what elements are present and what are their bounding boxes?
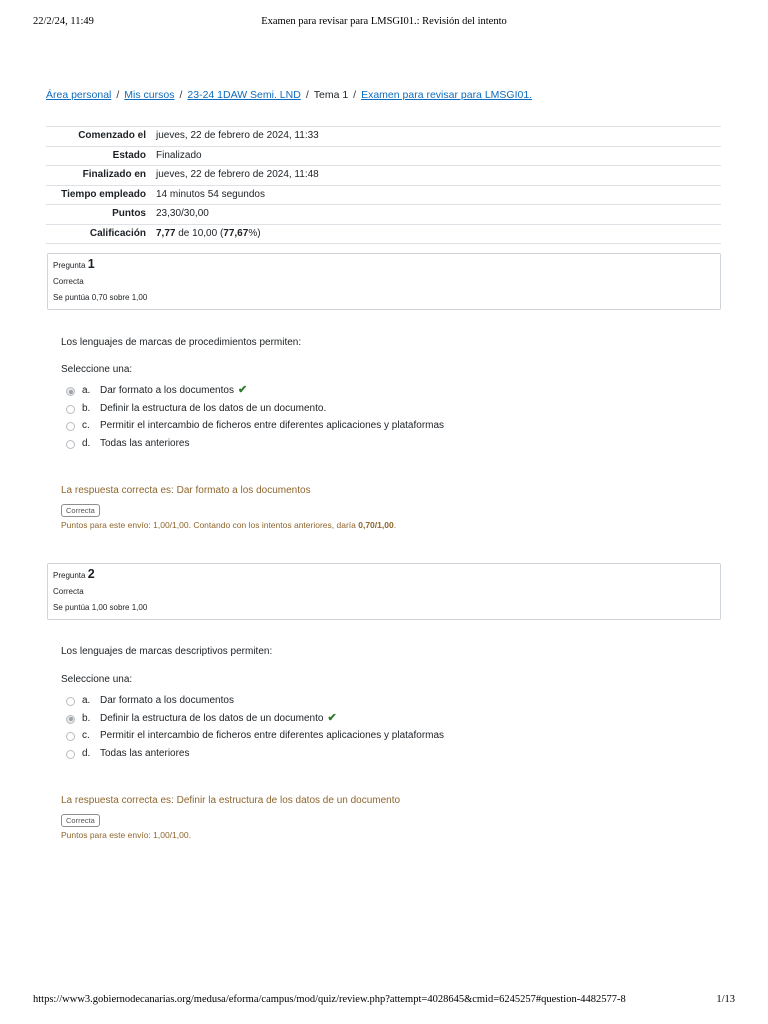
marks-suffix: . [393, 520, 397, 530]
question-state: Correcta [53, 277, 84, 286]
breadcrumb-tema: Tema 1 [313, 89, 349, 101]
question-number: 1 [87, 257, 95, 271]
summary-label: Finalizado en [46, 166, 152, 186]
check-icon: ✔ [327, 711, 337, 724]
radio-icon[interactable] [66, 715, 75, 724]
answer-text-wrap [100, 382, 247, 400]
summary-value: 23,30/30,00 [152, 205, 721, 225]
question-2-info [47, 563, 721, 620]
print-url: https://www3.gobiernodecanarias.org/medusa/eforma/campus/mod/quiz/review.php?attempt=4028645&cmid=6245257#question-4482577-8 [33, 994, 626, 1005]
question-grade: Se puntúa 1,00 sobre 1,00 [53, 603, 148, 612]
answer-letter: d. [82, 747, 91, 759]
marks-info [61, 830, 721, 840]
answer-letter: c. [82, 420, 90, 431]
summary-row [46, 146, 721, 166]
status-badge: Correcta [61, 814, 100, 827]
answer-text: Permitir el intercambio de ficheros entre diferentes aplicaciones y plataformas [100, 730, 445, 741]
breadcrumb-separator: / [305, 89, 309, 101]
print-page-number: 1/13 [716, 994, 735, 1005]
breadcrumb-separator: / [116, 89, 120, 101]
summary-label: Tiempo empleado [46, 185, 152, 205]
summary-value: jueves, 22 de febrero de 2024, 11:33 [152, 127, 721, 147]
question-1-text: Los lenguajes de marcas de procedimientos permiten: [61, 337, 302, 348]
marks-prefix: Puntos para este envío: 1,00/1,00. Contando con los intentos anteriores, daría [61, 520, 359, 530]
radio-icon[interactable] [66, 405, 75, 414]
breadcrumb-separator: / [353, 89, 357, 101]
print-title: Examen para revisar para LMSGI01.: Revisión del intento [261, 16, 507, 27]
answer-text: Todas las anteriores [100, 437, 190, 449]
question-label: Pregunta [53, 571, 86, 580]
print-datetime: 22/2/24, 11:49 [33, 16, 94, 27]
marks-info [61, 520, 721, 530]
summary-value: Finalizado [152, 146, 721, 166]
breadcrumb-course[interactable]: 23-24 1DAW Semi. LND [187, 89, 301, 101]
attempt-summary-table [46, 126, 721, 244]
breadcrumb-mis-cursos[interactable]: Mis cursos [124, 89, 175, 101]
status-badge: Correcta [61, 504, 100, 517]
marks-prefix: Puntos para este envío: 1,00/1,00. [61, 830, 191, 840]
answer-letter: a. [82, 385, 91, 396]
radio-icon[interactable] [66, 750, 75, 759]
question-2-text: Los lenguajes de marcas descriptivos permiten: [61, 646, 273, 657]
summary-label: Puntos [46, 205, 152, 225]
radio-icon[interactable] [66, 440, 75, 449]
summary-row [46, 166, 721, 186]
answer-text: Dar formato a los documentos [100, 385, 234, 396]
summary-label: Calificación [46, 224, 152, 244]
question-1-prompt: Seleccione una: [61, 364, 133, 375]
right-answer: La respuesta correcta es: Dar formato a los documentos [61, 485, 311, 496]
question-grade: Se puntúa 0,70 sobre 1,00 [53, 293, 148, 302]
answer-text: Permitir el intercambio de ficheros entre diferentes aplicaciones y plataformas [100, 420, 445, 431]
radio-icon[interactable] [66, 422, 75, 431]
radio-icon[interactable] [66, 697, 75, 706]
grade-score: 7,77 [156, 227, 176, 239]
radio-icon[interactable] [66, 732, 75, 741]
question-label: Pregunta [53, 261, 86, 270]
marks-bold: 0,70/1,00 [358, 520, 394, 530]
summary-value: jueves, 22 de febrero de 2024, 11:48 [152, 166, 721, 186]
summary-label: Estado [46, 146, 152, 166]
summary-row-grade [46, 224, 721, 244]
summary-value: 14 minutos 54 segundos [152, 185, 721, 205]
answer-letter: a. [82, 695, 91, 706]
summary-row [46, 127, 721, 147]
question-2-prompt: Seleccione una: [61, 674, 133, 685]
breadcrumb-quiz[interactable]: Examen para revisar para LMSGI01. [361, 89, 533, 101]
question-number: 2 [87, 567, 95, 581]
answer-text: Todas las anteriores [100, 747, 190, 759]
radio-icon[interactable] [66, 387, 75, 396]
check-icon: ✔ [237, 384, 248, 396]
answer-text-wrap [100, 710, 337, 728]
answer-letter: b. [82, 402, 91, 414]
print-header [0, 16, 768, 30]
grade-percent: 77,67 [223, 227, 249, 239]
print-footer [0, 994, 768, 1008]
grade-end: %) [248, 227, 261, 239]
grade-mid: de 10,00 ( [175, 227, 224, 239]
question-2-feedback [61, 795, 721, 840]
summary-row [46, 205, 721, 225]
summary-label: Comenzado el [46, 127, 152, 147]
answer-letter: d. [82, 437, 91, 449]
answer-letter: b. [82, 712, 91, 724]
answer-letter: c. [82, 730, 90, 741]
question-1-info [47, 253, 721, 310]
question-1-feedback [61, 485, 721, 530]
answer-text: Definir la estructura de los datos de un documento [100, 712, 324, 724]
summary-row [46, 185, 721, 205]
breadcrumb-separator: / [179, 89, 183, 101]
answer-text: Dar formato a los documentos [100, 695, 234, 706]
answer-text: Definir la estructura de los datos de un documento. [100, 402, 327, 414]
right-answer: La respuesta correcta es: Definir la estructura de los datos de un documento [61, 795, 401, 806]
question-state: Correcta [53, 587, 84, 596]
breadcrumb-area-personal[interactable]: Área personal [46, 89, 112, 101]
breadcrumb [46, 89, 532, 101]
grade-value [152, 224, 721, 244]
